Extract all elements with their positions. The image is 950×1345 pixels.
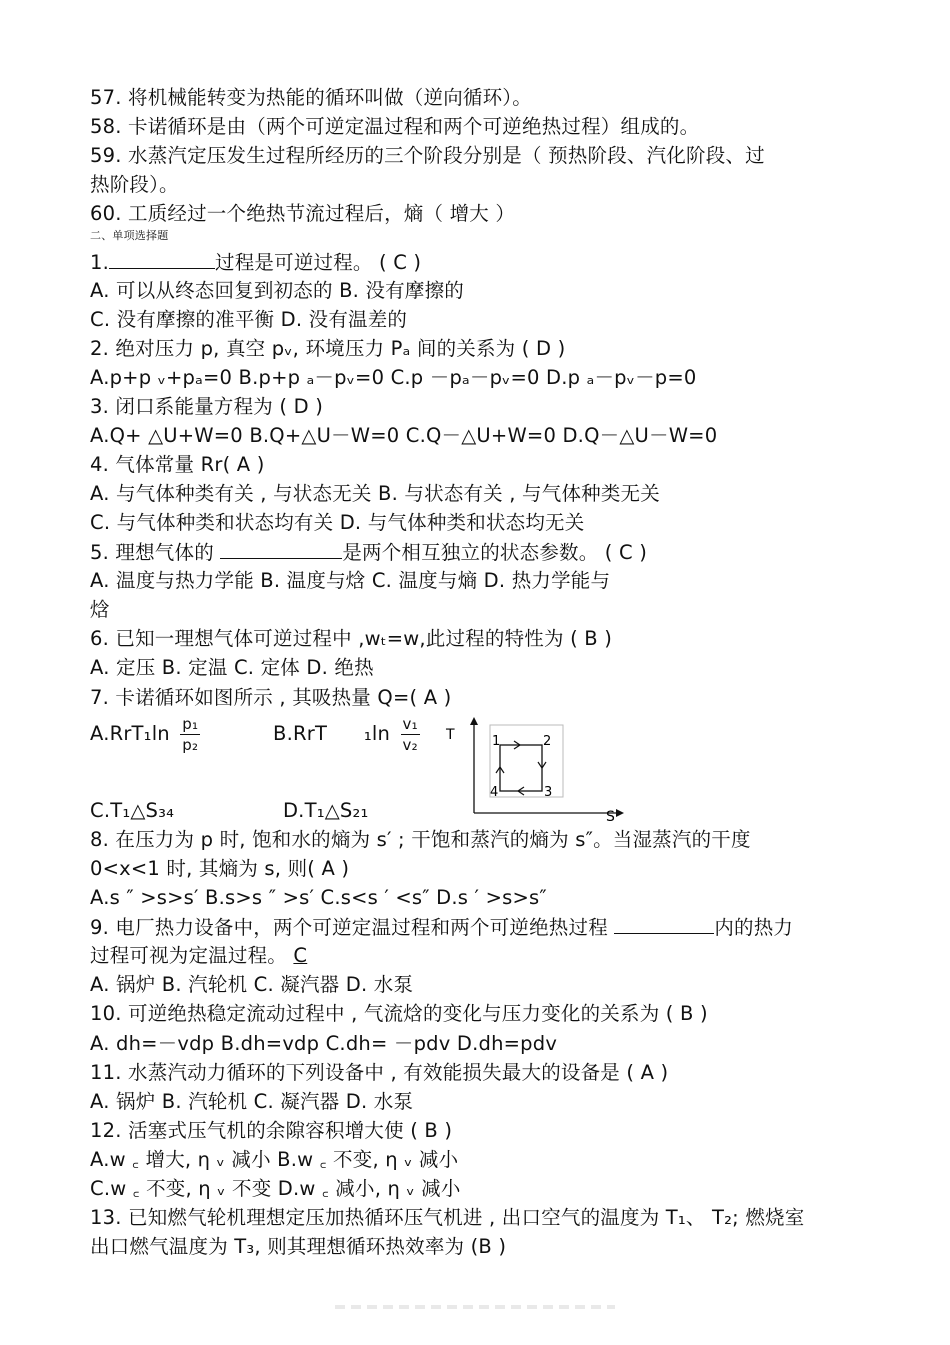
q8-line-cont: 0<x<1 时, 其熵为 s, 则( A ) xyxy=(90,857,350,880)
q9-text-pre: 9. 电厂热力设备中，两个可逆定温过程和两个可逆绝热过程 xyxy=(90,916,615,939)
q12-options-ab: A.w ꜀ 增大, η ᵥ 减小 B.w ꜀ 不变, η ᵥ 减小 xyxy=(90,1148,459,1171)
q5-text-pre: 5. 理想气体的 xyxy=(90,541,221,564)
q6-options: A. 定压 B. 定温 C. 定体 D. 绝热 xyxy=(90,656,374,679)
q5-options-cont: 焓 xyxy=(90,598,110,621)
q9-text-post: 内的热力 xyxy=(714,916,794,939)
q9-blank xyxy=(614,915,714,934)
q5-line xyxy=(90,540,647,565)
section-heading: 二、单项选择题 xyxy=(90,229,169,242)
q1-options-cd: C. 没有摩擦的准平衡 D. 没有温差的 xyxy=(90,308,408,331)
q13-line: 13. 已知燃气轮机理想定压加热循环压气机进 , 出口空气的温度为 T₁、 T₂; 燃烧室 xyxy=(90,1206,805,1229)
q3-line: 3. 闭口系能量方程为 ( D ) xyxy=(90,395,324,418)
q8-line: 8. 在压力为 p 时, 饱和水的熵为 s′ ; 干饱和蒸汽的熵为 s″。当湿蒸汽的干度 xyxy=(90,828,751,851)
q2-options: A.p+p ᵥ+pₐ=0 B.p+p ₐ－pᵥ=0 C.p －pₐ－pᵥ=0 D.p ₐ－pᵥ－p=0 xyxy=(90,366,697,389)
fraction-denominator: v₂ xyxy=(402,736,418,754)
q7-option-a-fraction xyxy=(180,714,200,755)
q10-line: 10. 可逆绝热稳定流动过程中 , 气流焓的变化与压力变化的关系为 ( B ) xyxy=(90,1002,708,1025)
s-axis-label: S xyxy=(606,809,615,825)
q1-line xyxy=(90,250,421,275)
point-1-label: 1 xyxy=(492,734,501,749)
q1-number: 1. xyxy=(90,251,110,274)
q1-text: 过程是可逆过程。 ( C ) xyxy=(215,251,422,274)
point-4-label: 4 xyxy=(490,785,499,800)
q7-options-ab xyxy=(90,714,424,755)
q57-line: 57. 将机械能转变为热能的循环叫做（逆向循环）。 xyxy=(90,86,532,109)
q3-options: A.Q+ △U+W=0 B.Q+△U－W=0 C.Q－△U+W=0 D.Q－△U－W=0 xyxy=(90,424,718,447)
q59-line-cont: 热阶段）。 xyxy=(90,173,179,196)
q1-options-ab: A. 可以从终态回复到初态的 B. 没有摩擦的 xyxy=(90,279,464,302)
point-3-label: 3 xyxy=(544,785,553,800)
q9-line xyxy=(90,915,793,940)
s-axis-arrow-icon xyxy=(616,809,624,817)
q5-text-post: 是两个相互独立的状态参数。 ( C ) xyxy=(342,541,648,564)
q12-line: 12. 活塞式压气机的余隙容积增大使 ( B ) xyxy=(90,1119,453,1142)
t-axis-arrow-icon xyxy=(470,717,478,725)
q4-options-ab: A. 与气体种类有关 , 与状态无关 B. 与状态有关 , 与气体种类无关 xyxy=(90,482,660,505)
q13-line-cont: 出口燃气温度为 T₃, 则其理想循环热效率为 (B ) xyxy=(90,1235,507,1258)
q58-line: 58. 卡诺循环是由（两个可逆定温过程和两个可逆绝热过程）组成的。 xyxy=(90,115,700,138)
q9-options: A. 锅炉 B. 汽轮机 C. 凝汽器 D. 水泵 xyxy=(90,973,414,996)
cycle-rectangle xyxy=(500,745,542,791)
q12-options-cd: C.w ꜀ 不变, η ᵥ 不变 D.w ꜀ 减小, η ᵥ 减小 xyxy=(90,1177,461,1200)
q4-line: 4. 气体常量 Rr( A ) xyxy=(90,453,265,476)
q9-answer: C xyxy=(293,944,308,967)
q9-text-cont: 过程可视为定温过程。 xyxy=(90,944,294,967)
q4-options-cd: C. 与气体种类和状态均有关 D. 与气体种类和状态均无关 xyxy=(90,511,585,534)
q10-options: A. dh=－vdp B.dh=vdp C.dh= －pdv D.dh=pdv xyxy=(90,1032,558,1055)
q6-line: 6. 已知一理想气体可逆过程中 ,wₜ=w,此过程的特性为 ( B ) xyxy=(90,627,613,650)
q5-blank xyxy=(220,540,342,559)
faint-footer-mark xyxy=(335,1305,615,1309)
q7-option-b: B.RrT xyxy=(273,722,328,745)
q7-option-a: A.RrT₁ln xyxy=(90,722,170,745)
q60-line: 60. 工质经过一个绝热节流过程后，熵（ 增大 ） xyxy=(90,202,516,225)
point-2-label: 2 xyxy=(543,734,552,749)
q9-line-cont xyxy=(90,944,307,968)
q5-options: A. 温度与热力学能 B. 温度与焓 C. 温度与熵 D. 热力学能与 xyxy=(90,569,611,592)
q7-option-b-fraction xyxy=(401,714,420,755)
q7-options-cd xyxy=(90,799,369,823)
q7-option-d: D.T₁△S₂₁ xyxy=(282,799,369,822)
q7-line: 7. 卡诺循环如图所示 , 其吸热量 Q=( A ) xyxy=(90,686,452,709)
carnot-cycle-ts-diagram xyxy=(440,715,630,825)
fraction-numerator: v₁ xyxy=(402,715,418,733)
q7-option-b-ln: ₁ln xyxy=(363,722,391,745)
q2-line: 2. 绝对压力 p, 真空 pᵥ, 环境压力 Pₐ 间的关系为 ( D ) xyxy=(90,337,566,360)
q11-options: A. 锅炉 B. 汽轮机 C. 凝汽器 D. 水泵 xyxy=(90,1090,414,1113)
q11-line: 11. 水蒸汽动力循环的下列设备中 , 有效能损失最大的设备是 ( A ) xyxy=(90,1061,669,1084)
q1-blank xyxy=(109,250,215,269)
q7-option-c: C.T₁△S₃₄ xyxy=(90,799,175,822)
q8-options: A.s ″ >s>s′ B.s>s ″ >s′ C.s<s ′ <s″ D.s ′ >s>s″ xyxy=(90,886,547,909)
q59-line: 59. 水蒸汽定压发生过程所经历的三个阶段分别是（ 预热阶段、汽化阶段、过 xyxy=(90,144,765,167)
t-axis-label: T xyxy=(446,727,455,743)
fraction-numerator: p₁ xyxy=(182,715,199,733)
fraction-denominator: p₂ xyxy=(182,736,199,754)
